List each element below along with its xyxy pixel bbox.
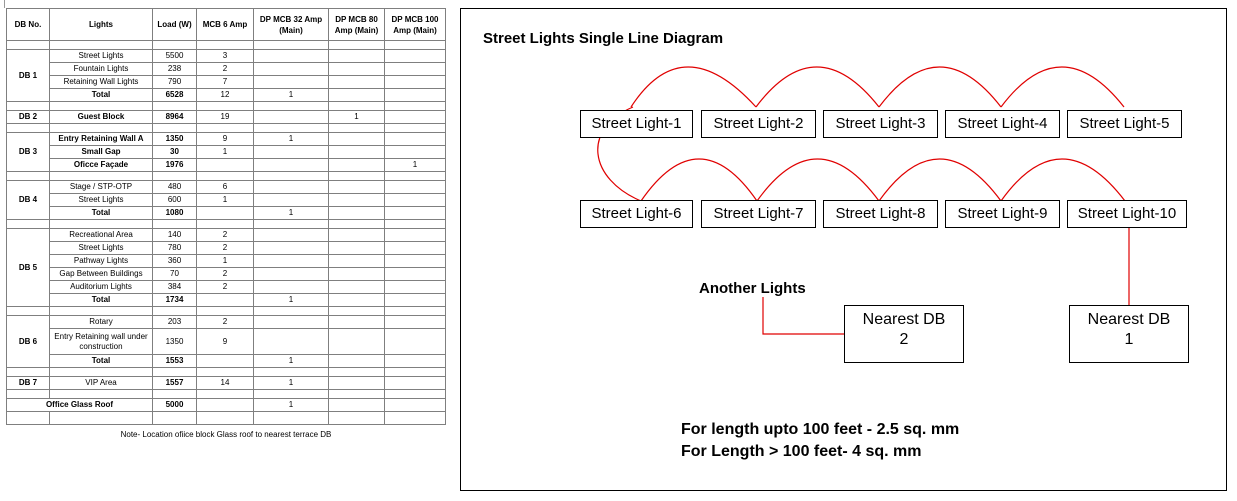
spacer-row [7,124,446,133]
light-cell: Retaining Wall Lights [50,76,153,89]
load-cell: 8964 [153,111,197,124]
light-cell: Total [50,89,153,102]
load-cell: 1553 [153,355,197,368]
street-light-box: Street Light-4 [945,110,1060,138]
wire-another-db2 [763,297,845,334]
light-cell: Total [50,294,153,307]
header-dp80: DP MCB 80 Amp (Main) [329,9,385,41]
mcb6-cell: 1 [197,146,254,159]
light-cell: Street Lights [50,50,153,63]
load-cell: 384 [153,281,197,294]
load-cell: 480 [153,181,197,194]
wire-arc-1-2 [631,67,756,107]
table-row-total [7,355,446,368]
wiring-lines [461,9,1228,492]
header-dp32: DP MCB 32 Amp (Main) [254,9,329,41]
table-row [7,63,446,76]
light-cell: Auditorium Lights [50,281,153,294]
single-line-diagram [460,8,1227,491]
spacer-row [7,220,446,229]
light-cell: Stage / STP-OTP [50,181,153,194]
street-light-box: Street Light-5 [1067,110,1182,138]
table-row [7,268,446,281]
mcb6-cell: 1 [197,255,254,268]
load-cell: 600 [153,194,197,207]
table-row [7,399,446,412]
street-light-box: Street Light-6 [580,200,693,228]
light-cell: Street Lights [50,194,153,207]
mcb6-cell: 9 [197,133,254,146]
mcb6-cell: 2 [197,63,254,76]
table-row [7,76,446,89]
light-cell: Total [50,355,153,368]
header-dp100: DP MCB 100 Amp (Main) [385,9,446,41]
table-row [7,316,446,329]
load-cell: 1976 [153,159,197,172]
cable-note-2: For Length > 100 feet- 4 sq. mm [681,443,922,460]
spacer-row [7,307,446,316]
street-light-box: Street Light-7 [701,200,816,228]
db-label: DB 3 [7,133,50,172]
cable-note-1: For length upto 100 feet - 2.5 sq. mm [681,421,960,438]
spacer-row [7,368,446,377]
header-lights: Lights [50,9,153,41]
load-cell: 238 [153,63,197,76]
dp32-cell: 1 [254,377,329,390]
table-row [7,50,446,63]
header-db-no: DB No. [7,9,50,41]
table-row [7,111,446,124]
mcb6-cell: 12 [197,89,254,102]
mcb6-cell: 2 [197,229,254,242]
load-cell: 1350 [153,133,197,146]
dp32-cell: 1 [254,355,329,368]
db-box-line: Nearest DB [862,311,946,328]
street-light-box: Street Light-10 [1067,200,1187,228]
load-cell: 5000 [153,399,197,412]
table-header-row [7,9,446,41]
load-cell: 790 [153,76,197,89]
wire-arc-2-3 [756,67,879,107]
street-light-box: Street Light-9 [945,200,1060,228]
spacer-row [7,102,446,111]
db-label: DB 7 [7,377,50,390]
light-cell: Oficce Façade [50,159,153,172]
load-cell: 1350 [153,329,197,355]
table-row [7,159,446,172]
table-row [7,255,446,268]
mcb6-cell: 2 [197,268,254,281]
light-cell: Entry Retaining wall under construction [50,329,153,355]
db-label: DB 1 [7,50,50,102]
table-row [7,133,446,146]
wire-arc-7-8 [757,159,879,201]
table-row [7,281,446,294]
light-cell: Street Lights [50,242,153,255]
light-cell: Entry Retaining Wall A [50,133,153,146]
load-cell: 360 [153,255,197,268]
table-row [7,242,446,255]
mcb6-cell: 9 [197,329,254,355]
street-light-box: Street Light-2 [701,110,816,138]
mcb6-cell: 2 [197,242,254,255]
table-row [7,329,446,355]
spacer-row [7,390,446,399]
load-cell: 70 [153,268,197,281]
load-cell: 203 [153,316,197,329]
db-load-table [6,8,446,444]
mcb6-cell: 7 [197,76,254,89]
mcb6-cell: 2 [197,316,254,329]
light-cell: Total [50,207,153,220]
light-cell: Fountain Lights [50,63,153,76]
wire-arc-6-7 [641,159,757,201]
table-row [7,194,446,207]
load-cell: 140 [153,229,197,242]
spacer-row [7,412,446,425]
diagram-title: Street Lights Single Line Diagram [483,30,724,47]
corner-tick [4,0,5,8]
header-mcb6: MCB 6 Amp [197,9,254,41]
db-label: DB 4 [7,181,50,220]
light-cell: Office Glass Roof [7,399,153,412]
dp32-cell: 1 [254,399,329,412]
spacer-row [7,172,446,181]
dp32-cell: 1 [254,89,329,102]
light-cell: Recreational Area [50,229,153,242]
mcb6-cell: 3 [197,50,254,63]
table-row-total [7,207,446,220]
mcb6-cell: 2 [197,281,254,294]
table-note: Note- Location ofiice block Glass roof to nearest terrace DB [7,425,446,445]
mcb6-cell: 14 [197,377,254,390]
load-cell: 1734 [153,294,197,307]
nearest-db-2-box [844,305,964,363]
table-row [7,377,446,390]
db-box-line: 2 [899,331,909,348]
wire-arc-3-4 [879,67,1001,107]
load-cell: 30 [153,146,197,159]
load-cell: 6528 [153,89,197,102]
dp32-cell: 1 [254,207,329,220]
db-label: DB 2 [7,111,50,124]
load-cell: 1080 [153,207,197,220]
street-light-box: Street Light-3 [823,110,938,138]
db-box-line: Nearest DB [1087,311,1171,328]
dp32-cell: 1 [254,133,329,146]
table-row [7,146,446,159]
wire-arc-4-5 [1001,67,1124,107]
table-row-total [7,294,446,307]
load-cell: 1557 [153,377,197,390]
db-label: DB 6 [7,316,50,368]
street-light-box: Street Light-8 [823,200,938,228]
table-note-row [7,425,446,445]
street-light-box: Street Light-1 [580,110,693,138]
wire-arc-9-10 [1001,159,1125,201]
load-cell: 5500 [153,50,197,63]
mcb6-cell: 6 [197,181,254,194]
dp80-cell: 1 [329,111,385,124]
table-row [7,229,446,242]
db-label: DB 5 [7,229,50,307]
load-cell: 780 [153,242,197,255]
light-cell: Guest Block [50,111,153,124]
spacer-row [7,41,446,50]
nearest-db-1-box [1069,305,1189,363]
another-lights-label: Another Lights [699,280,806,297]
light-cell: VIP Area [50,377,153,390]
dp100-cell: 1 [385,159,446,172]
light-cell: Small Gap [50,146,153,159]
table-row-total [7,89,446,102]
dp32-cell: 1 [254,294,329,307]
light-cell: Pathway Lights [50,255,153,268]
mcb6-cell: 1 [197,194,254,207]
header-load: Load (W) [153,9,197,41]
wire-arc-8-9 [879,159,1001,201]
light-cell: Gap Between Buildings [50,268,153,281]
light-cell: Rotary [50,316,153,329]
mcb6-cell: 19 [197,111,254,124]
table-row [7,181,446,194]
db-box-line: 1 [1124,331,1134,348]
